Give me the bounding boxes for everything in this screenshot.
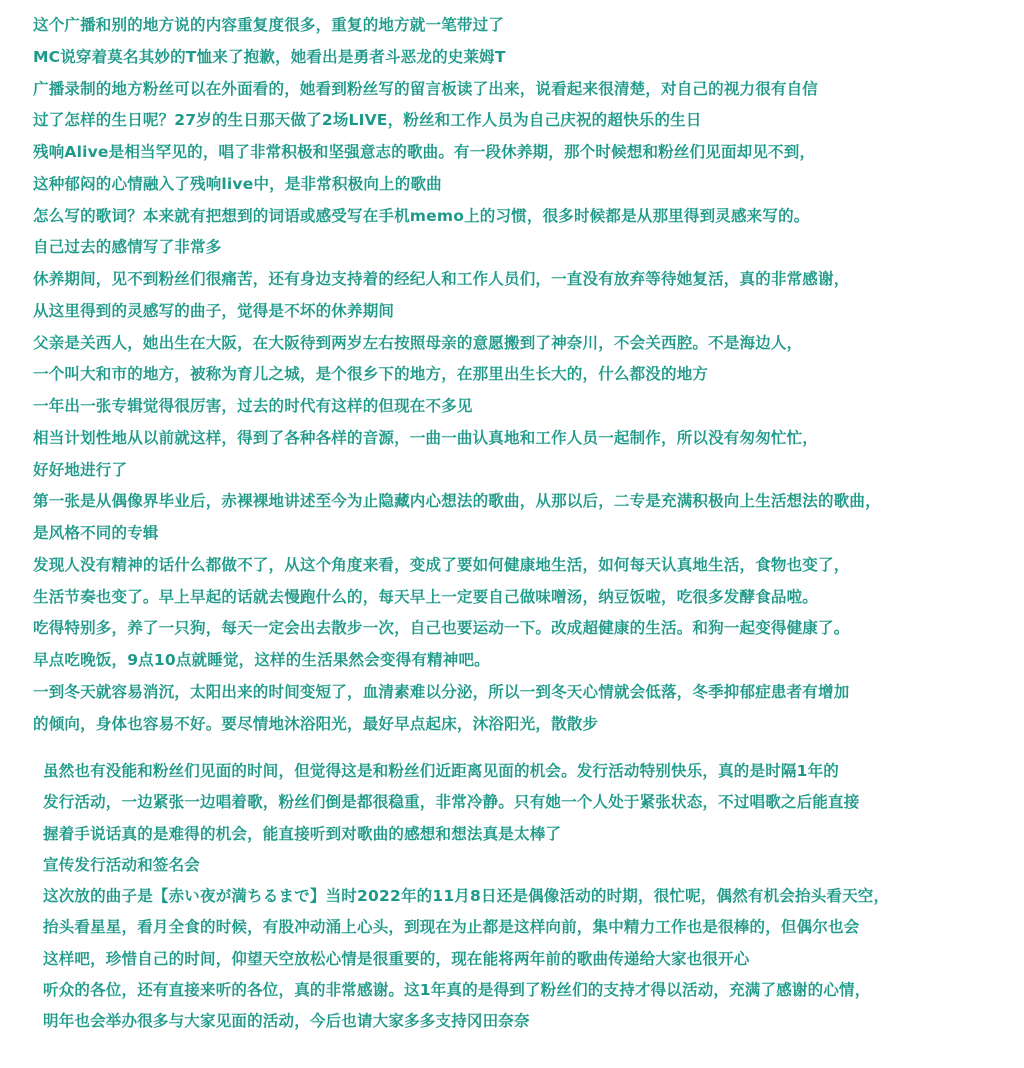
text-block-secondary [43,763,1018,1045]
text-line: 抬头看星星，看月全食的时候，有股冲动涌上心头，到现在为止都是这样向前，集中精力工作也是很棒的，但偶尔也会 [43,918,860,937]
text-line: 休养期间，见不到粉丝们很痛苦，还有身边支持着的经纪人和工作人员们，一直没有放弃等待她复活，真的非常感谢， [33,270,850,288]
text-line: 明年也会举办很多与大家见面的活动，今后也请大家多多支持冈田奈奈 [43,1012,530,1031]
section-heading: 宣传发行活动和签名会 [43,855,201,874]
text-line: 生活节奏也变了。早上早起的话就去慢跑什么的，每天早上一定要自己做味噌汤，纳豆饭啦，吃很多发酵食品啦。 [33,587,819,606]
text-line: 这样吧，珍惜自己的时间，仰望天空放松心情是很重要的，现在能将两年前的歌曲传递给大家也很开心 [43,949,750,968]
text-line: 残响Alive是相当罕见的，唱了非常积极和坚强意志的歌曲。有一段休养期，那个时候想和粉丝们见面却见不到， [33,143,816,161]
text-line: 相当计划性地从以前就这样，得到了各种各样的音源，一曲一曲认真地和工作人员一起制作，所以没有匆匆忙忙， [33,428,819,447]
text-line: 一到冬天就容易消沉，太阳出来的时间变短了，血清素难以分泌，所以一到冬天心情就会低落，冬季抑郁症患者有增加 [33,682,850,701]
text-line: 发现人没有精神的话什么都做不了，从这个角度来看，变成了要如何健康地生活，如何每天认真地生活，食物也变了， [33,555,850,574]
text-line: 的倾向，身体也容易不好。要尽情地沐浴阳光，最好早点起床，沐浴阳光，散散步 [33,714,599,733]
text-line: 广播录制的地方粉丝可以在外面看的，她看到粉丝写的留言板读了出来，说看起来很清楚，对自己的视力很有自信 [33,79,819,98]
text-line: 听众的各位，还有直接来听的各位，真的非常感谢。这1年真的是得到了粉丝们的支持才得以活动，充满了感谢的心情， [43,981,871,1000]
text-line: 吃得特别多，养了一只狗，每天一定会出去散步一次，自己也要运动一下。改成超健康的生活。和狗一起变得健康了。 [33,619,850,638]
text-line: 父亲是关西人，她出生在大阪，在大阪待到两岁左右按照母亲的意愿搬到了神奈川，不会关西腔。不是海边人， [33,333,803,352]
text-line: 这个广播和别的地方说的内容重复度很多，重复的地方就一笔带过了 [33,16,505,34]
text-line: 早点吃晚饭，9点10点就睡觉，这样的生活果然会变得有精神吧。 [33,651,490,669]
text-line: 虽然也有没能和粉丝们见面的时间，但觉得这是和粉丝们近距离见面的机会。发行活动特别快乐，真的是时隔1年的 [43,762,839,780]
text-line: 自己过去的感情写了非常多 [33,238,222,257]
text-line: 一年出一张专辑觉得很厉害，过去的时代有这样的但现在不多见 [33,397,473,415]
text-line: 握着手说话真的是难得的机会，能直接听到对歌曲的感想和想法真是太棒了 [43,824,562,843]
text-line: 是风格不同的专辑 [33,524,159,542]
text-block-main [33,17,1018,747]
text-line: 第一张是从偶像界毕业后，赤裸裸地讲述至今为止隐藏内心想法的歌曲，从那以后，二专是充满积极向上生活想法的歌曲， [33,492,881,511]
text-line: 怎么写的歌词？本来就有把想到的词语或感受写在手机memo上的习惯，很多时候都是从那里得到灵感来写的。 [33,206,810,225]
text-line: 一个叫大和市的地方，被称为育儿之城，是个很乡下的地方，在那里出生长大的，什么都没的地方 [33,365,709,384]
text-line: 过了怎样的生日呢？27岁的生日那天做了2场LIVE，粉丝和工作人员为自己庆祝的超快乐的生日 [33,111,702,130]
text-line: 从这里得到的灵感写的曲子，觉得是不坏的休养期间 [33,301,395,320]
text-line: 这次放的曲子是【赤い夜が満ちるまで】当时2022年的11月8日还是偶像活动的时期，很忙呢，偶然有机会抬头看天空， [43,887,890,906]
text-line: 好好地进行了 [33,460,128,479]
text-line: MC说穿着莫名其妙的T恤来了抱歉，她看出是勇者斗恶龙的史莱姆T [33,47,506,66]
text-line: 这种郁闷的心情融入了残响live中，是非常积极向上的歌曲 [33,174,442,193]
text-line: 发行活动，一边紧张一边唱着歌，粉丝们倒是都很稳重，非常冷静。只有她一个人处于紧张状态，不过唱歌之后能直接 [43,793,860,812]
